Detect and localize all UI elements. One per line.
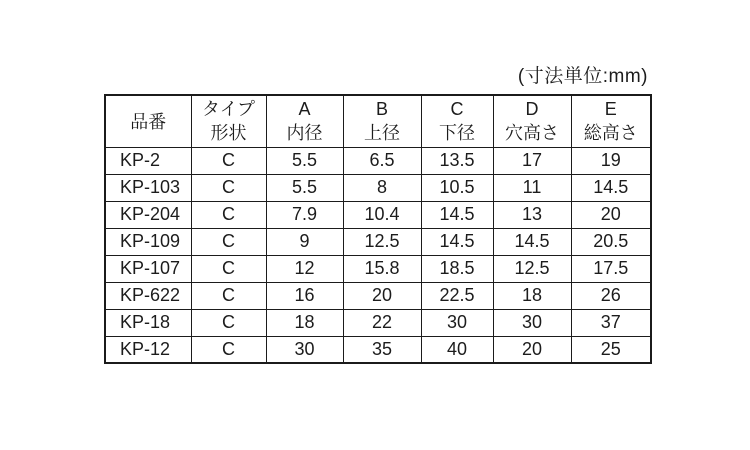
table-row (105, 255, 651, 282)
table-row (105, 174, 651, 201)
cell-value: 15.8 (343, 255, 421, 282)
cell-value: 12.5 (343, 228, 421, 255)
cell-part-number: KP-12 (105, 336, 191, 363)
cell-part-number: KP-2 (105, 147, 191, 174)
cell-value: 18 (266, 309, 343, 336)
cell-value: 18 (493, 282, 571, 309)
cell-part-number: KP-103 (105, 174, 191, 201)
cell-value: 10.4 (343, 201, 421, 228)
cell-value: 25 (571, 336, 651, 363)
cell-value: 20 (493, 336, 571, 363)
cell-value: 12 (266, 255, 343, 282)
col-header-sublabel: 形状 (210, 123, 247, 144)
col-header-b-top-diameter (343, 95, 421, 147)
cell-type: C (191, 147, 266, 174)
cell-value: 22.5 (421, 282, 493, 309)
col-header-label: タイプ (201, 99, 256, 120)
col-header-c-bottom-diameter (421, 95, 493, 147)
col-header-sublabel: 総高さ (583, 123, 638, 144)
cell-value: 9 (266, 228, 343, 255)
col-header-label: A (298, 99, 311, 120)
cell-value: 20 (343, 282, 421, 309)
col-header-sublabel: 上径 (364, 123, 400, 144)
cell-value: 13.5 (421, 147, 493, 174)
cell-value: 8 (343, 174, 421, 201)
table-row (105, 282, 651, 309)
cell-value: 13 (493, 201, 571, 228)
cell-value: 26 (571, 282, 651, 309)
table-row (105, 309, 651, 336)
cell-value: 37 (571, 309, 651, 336)
table-row (105, 228, 651, 255)
unit-note: (寸法単位:mm) (517, 66, 648, 87)
cell-value: 6.5 (343, 147, 421, 174)
cell-value: 17 (493, 147, 571, 174)
table-row (105, 201, 651, 228)
cell-value: 40 (421, 336, 493, 363)
spec-table-block (104, 66, 650, 364)
cell-value: 20.5 (571, 228, 651, 255)
col-header-part-number (105, 95, 191, 147)
cell-value: 14.5 (493, 228, 571, 255)
cell-value: 14.5 (421, 228, 493, 255)
cell-value: 14.5 (571, 174, 651, 201)
cell-value: 10.5 (421, 174, 493, 201)
spec-table (104, 94, 652, 364)
cell-value: 30 (421, 309, 493, 336)
col-header-e-total-height (571, 95, 651, 147)
cell-value: 11 (493, 174, 571, 201)
cell-type: C (191, 282, 266, 309)
col-header-sublabel: 下径 (439, 123, 475, 144)
col-header-d-hole-height (493, 95, 571, 147)
cell-value: 5.5 (266, 147, 343, 174)
col-header-label: B (375, 99, 388, 120)
cell-value: 20 (571, 201, 651, 228)
cell-type: C (191, 228, 266, 255)
cell-value: 30 (266, 336, 343, 363)
cell-part-number: KP-622 (105, 282, 191, 309)
cell-value: 35 (343, 336, 421, 363)
col-header-label: C (450, 99, 464, 120)
cell-type: C (191, 336, 266, 363)
cell-value: 5.5 (266, 174, 343, 201)
col-header-label: D (525, 99, 539, 120)
col-header-a-inner-diameter (266, 95, 343, 147)
header-row (105, 95, 651, 147)
cell-type: C (191, 174, 266, 201)
col-header-type-shape (191, 95, 266, 147)
cell-type: C (191, 201, 266, 228)
col-header-sublabel: 内径 (286, 123, 323, 144)
cell-part-number: KP-109 (105, 228, 191, 255)
cell-value: 30 (493, 309, 571, 336)
cell-value: 19 (571, 147, 651, 174)
cell-part-number: KP-204 (105, 201, 191, 228)
table-body (105, 147, 651, 363)
cell-value: 12.5 (493, 255, 571, 282)
cell-part-number: KP-107 (105, 255, 191, 282)
cell-part-number: KP-18 (105, 309, 191, 336)
cell-value: 22 (343, 309, 421, 336)
cell-value: 7.9 (266, 201, 343, 228)
cell-type: C (191, 309, 266, 336)
col-header-sublabel: 穴高さ (505, 123, 559, 144)
cell-value: 18.5 (421, 255, 493, 282)
cell-value: 14.5 (421, 201, 493, 228)
cell-value: 16 (266, 282, 343, 309)
cell-value: 17.5 (571, 255, 651, 282)
col-header-label: 品番 (130, 112, 167, 133)
cell-type: C (191, 255, 266, 282)
col-header-label: E (604, 99, 617, 120)
table-row (105, 336, 651, 363)
table-row (105, 147, 651, 174)
